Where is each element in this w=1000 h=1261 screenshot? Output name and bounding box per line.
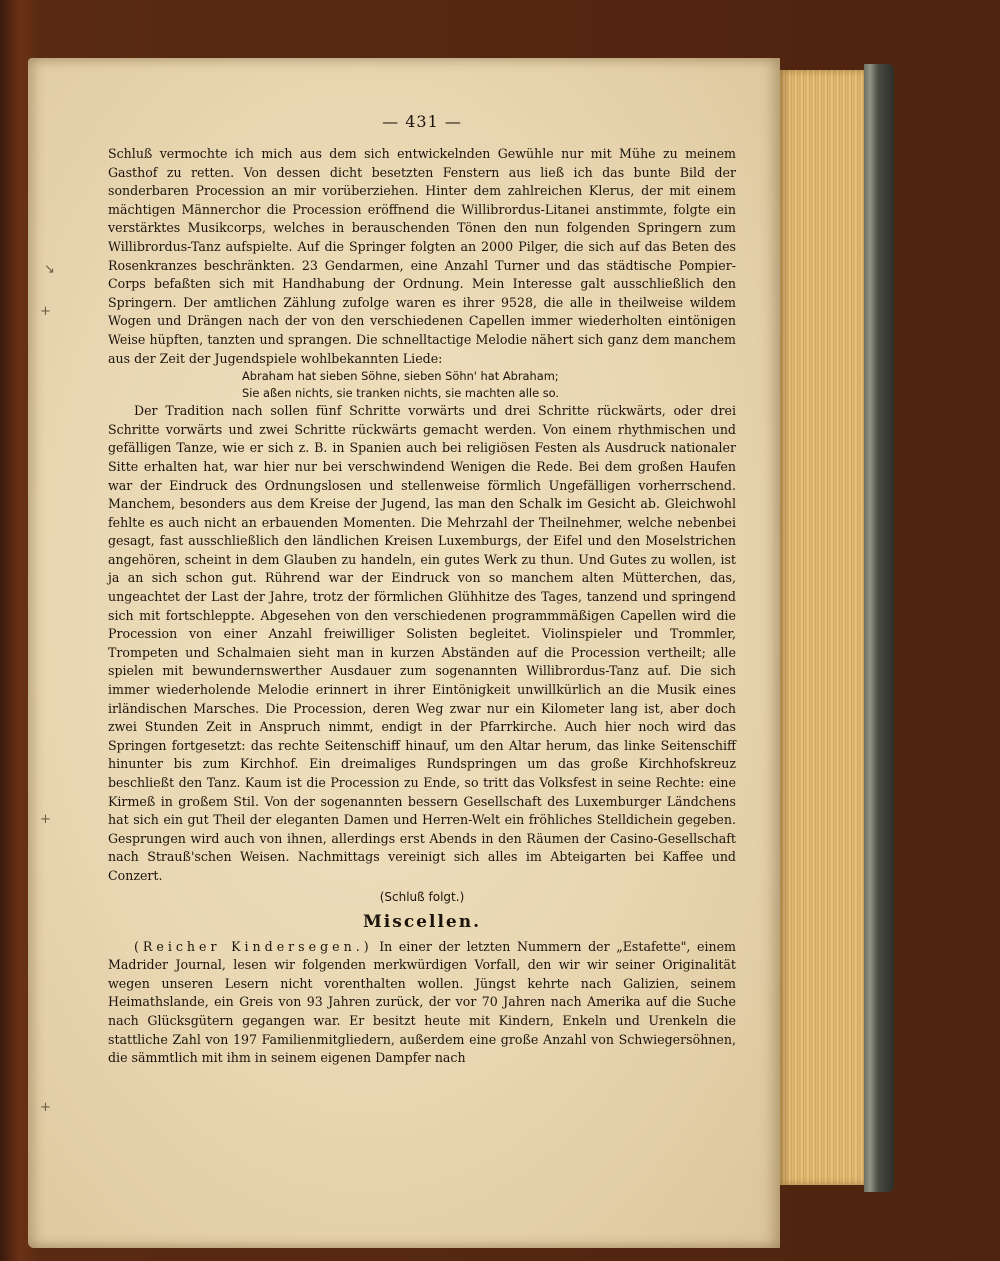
margin-mark: + <box>40 812 51 827</box>
verse-line: Abraham hat sieben Söhne, sieben Söhn' hat Abraham; <box>242 369 559 384</box>
continued-note: (Schluß folgt.) <box>379 889 465 904</box>
miscellany-text: In einer der letzten Nummern der „Estafette", einem Madrider Journal, lesen wir folgenden merkwürdigen Vorfall, den wir wir seiner Originalität wegen unseren Lesern nicht vorenthalten wollen. Jüngst kehrte nach Galizien, seinem Heimathslande, ein Greis von 93 Jahren zurück, der vor 70 Jahren nach Amerika auf die Suche nach Glücksgütern gegangen war. Er besitzt heute mit Kindern, Enkeln und Urenkeln die stattliche Zahl von 197 Familienmitgliedern, außerdem eine große Anzahl von Schwiegersöhnen, die sämmtlich mit ihm in seinem eigenen Dampfer nach <box>108 938 736 1066</box>
margin-mark: ↘ <box>44 262 55 277</box>
verse-line: Sie aßen nichts, sie tranken nichts, sie machten alle so. <box>242 386 560 401</box>
paragraph: Schluß vermochte ich mich aus dem sich entwickelnden Gewühle nur mit Mühe zu meinem Gasthof zu retten. Von dessen dicht besetzten Fenstern aus ließ ich das bunte Bild der sonderbaren Procession an mir vorüberziehen. Hinter dem zahlreichen Klerus, der mit einem mächtigen Männerchor die Procession eröffnend die Willibrordus-Litanei anstimmte, folgte ein verstärktes Musikcorps, welches in berauschenden Tönen den nun folgenden Springern zum Willibrordus-Tanz aufspielte. Auf die Springer folgten an 2000 Pilger, die sich auf das Beten des Rosenkranzes beschränkten. 23 Gendarmen, eine Anzahl Turner und das städtische Pompier-Corps befaßten sich mit Handhabung der Ordnung. Mein Interesse galt ausschließlich den Springern. Der amtlichen Zählung zufolge waren es ihrer 9528, die alle in theilweise wildem Wogen und Drängen nach der von den verschiedenen Capellen immer wiederholten eintönigen Weise hüpften, tanzten und sprangen. Die schnelltactige Melodie nähert sich ganz dem manchem aus der Zeit der Jugendspiele wohlbekannten Liede: <box>108 146 736 366</box>
book-page-edges <box>780 70 864 1185</box>
margin-mark: + <box>40 304 51 319</box>
page-text <box>108 112 736 1068</box>
margin-mark: + <box>40 1100 51 1115</box>
book-cover-edge <box>864 64 894 1192</box>
page-number: — 431 — <box>382 112 462 131</box>
section-heading: Miscellen. <box>362 911 482 932</box>
miscellany-title: (Reicher Kindersegen.) <box>134 938 373 954</box>
miscellany-paragraph <box>108 938 736 1068</box>
paragraph: Der Tradition nach sollen fünf Schritte vorwärts und drei Schritte rückwärts, oder drei Schritte vorwärts und zwei Schritte rückwärts gemacht werden. Von einem rhythmischen und gefälligen Tanze, wie er sich z. B. in Spanien auch bei religiösen Festen als Ausdruck nationaler Sitte erhalten hat, war hier nur bei verschwindend Wenigen die Rede. Bei dem großen Haufen war der Eindruck des Ordnungslosen und stellenweise förmlich Ungefälligen vorherrschend. Manchem, besonders aus dem Kreise der Jugend, las man den Schalk im Gesicht ab. Gleichwohl fehlte es auch nicht an erbauenden Momenten. Die Mehrzahl der Theilnehmer, welche nebenbei gesagt, fast ausschließlich den ländlichen Kreisen Luxemburgs, der Eifel und den Moselstrichen angehören, scheint in dem Glauben zu handeln, ein gutes Werk zu thun. Und Gutes zu wollen, ist ja an sich schon gut. Rührend war der Eindruck von so manchem alten Mütterchen, das, ungeachtet der Last der Jahre, trotz der förmlichen Glühhitze des Tages, tanzend und springend sich mit fortschleppte. Abgesehen von den verschiedenen programmmäßigen Capellen wird die Procession von einer Anzahl freiwilliger Solisten begleitet. Violinspieler und Trommler, Trompeten und Schalmaien sieht man in kurzen Abständen auf die Procession vertheilt; alle spielen mit bewundernswerther Ausdauer zum sogenannten Willibrordus-Tanz auf. Die sich immer wiederholende Melodie erinnert in ihrer Eintönigkeit unwillkürlich an die Musik eines irländischen Marsches. Die Procession, deren Weg zwar nur ein Kilometer lang ist, aber doch zwei Stunden Zeit in Anspruch nimmt, endigt in der Pfarrkirche. Auch hier noch wird das Springen fortgesetzt: das rechte Seitenschiff hinauf, um den Altar herum, das linke Seitenschiff hinunter bis zum Kirchhof. Ein dreimaliges Rundspringen um das große Kirchhofskreuz beschließt den Tanz. Kaum ist die Procession zu Ende, so tritt das Volksfest in seine Rechte: eine Kirmeß in großem Stil. Von der sogenannten bessern Gesellschaft des Luxemburger Ländchens hat sich ein gut Theil der eleganten Damen und Herren-Welt ein fröhliches Stelldichein gegeben. Gesprungen wird auch von ihnen, allerdings erst Abends in den Räumen der Casino-Gesellschaft nach Strauß'schen Weisen. Nachmittags vereinigt sich alles im Abteigarten bei Kaffee und Conzert. <box>108 403 736 883</box>
